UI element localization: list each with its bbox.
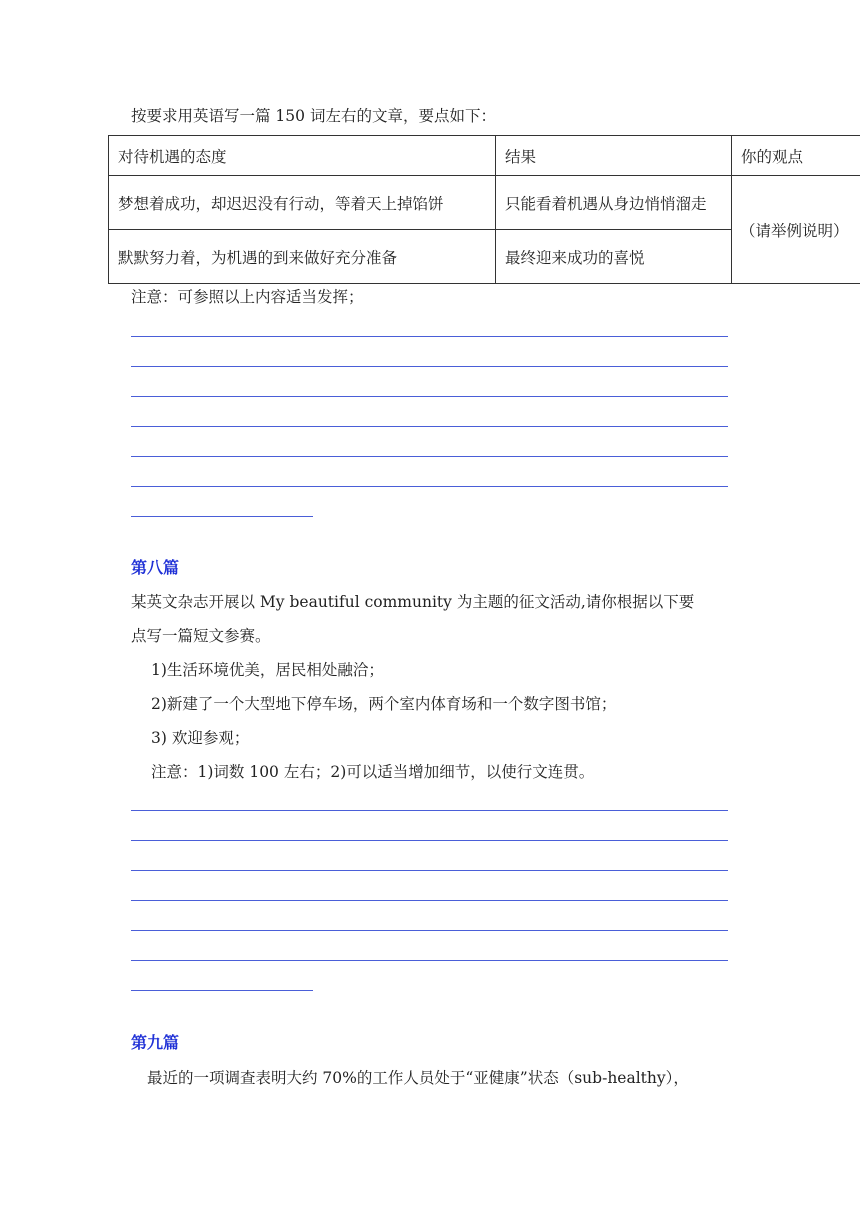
list-item: 1)生活环境优美，居民相处融洽；: [151, 661, 384, 679]
writing-line[interactable]: [131, 960, 728, 961]
table-header-cell: 对待机遇的态度: [109, 136, 496, 176]
note-text: 注意：可参照以上内容适当发挥；: [131, 288, 364, 306]
table-header-row: [109, 136, 860, 176]
writing-line[interactable]: [131, 396, 728, 397]
writing-line[interactable]: [131, 840, 728, 841]
writing-line[interactable]: [131, 426, 728, 427]
prompt-text: 点写一篇短文参赛。: [131, 627, 271, 645]
table-row: [109, 176, 860, 230]
writing-line[interactable]: [131, 366, 728, 367]
writing-line[interactable]: [131, 336, 728, 337]
section-heading: 第九篇: [131, 1033, 180, 1052]
writing-line[interactable]: [131, 870, 728, 871]
table-header-cell: 你的观点: [732, 136, 860, 176]
prompt-text: 最近的一项调查表明大约 70%的工作人员处于“亚健康”状态（sub-healthy），: [147, 1069, 689, 1087]
table-cell: 梦想着成功，却迟迟没有行动，等着天上掉馅饼: [109, 176, 496, 230]
writing-line[interactable]: [131, 486, 728, 487]
table-header-cell: 结果: [496, 136, 732, 176]
writing-line[interactable]: [131, 930, 728, 931]
note-text: 注意：1)词数 100 左右；2)可以适当增加细节，以使行文连贯。: [151, 763, 595, 781]
list-item: 2)新建了一个大型地下停车场，两个室内体育场和一个数字图书馆；: [151, 695, 617, 713]
table-cell: 最终迎来成功的喜悦: [496, 230, 732, 284]
writing-line[interactable]: [131, 516, 313, 517]
writing-line[interactable]: [131, 456, 728, 457]
list-item: 3) 欢迎参观；: [151, 729, 250, 747]
intro-text: 按要求用英语写一篇 150 词左右的文章，要点如下：: [131, 107, 496, 125]
writing-line[interactable]: [131, 900, 728, 901]
opinion-cell: （请举例说明）: [732, 176, 860, 284]
table-cell: 只能看着机遇从身边悄悄溜走: [496, 176, 732, 230]
table-cell: 默默努力着，为机遇的到来做好充分准备: [109, 230, 496, 284]
section-heading: 第八篇: [131, 558, 180, 577]
requirements-table: [108, 135, 860, 284]
writing-line[interactable]: [131, 990, 313, 991]
writing-line[interactable]: [131, 810, 728, 811]
prompt-text: 某英文杂志开展以 My beautiful community 为主题的征文活动,请你根据以下要: [131, 593, 695, 611]
